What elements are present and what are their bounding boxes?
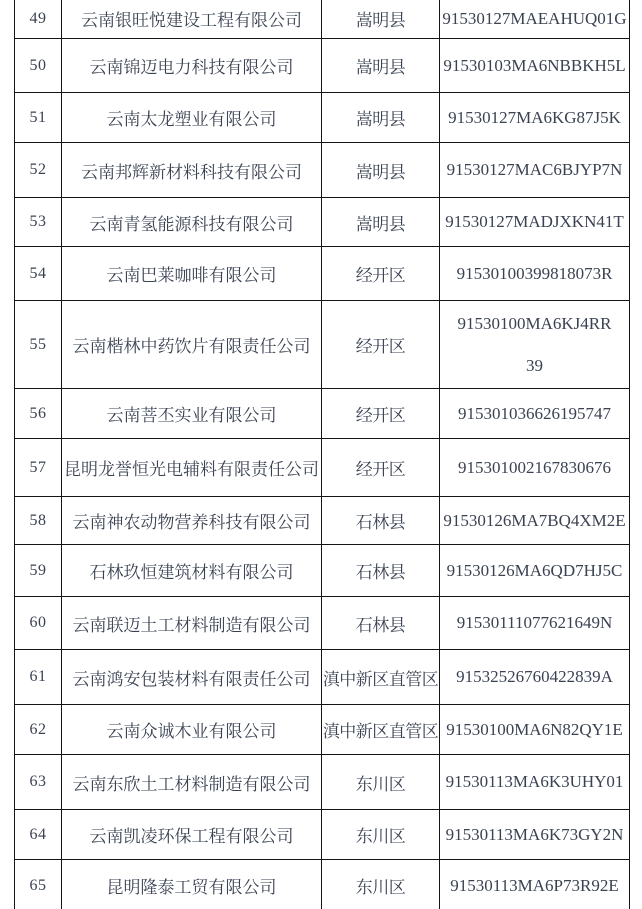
district-cell: 滇中新区直管区 (322, 650, 440, 705)
table-row (15, 755, 630, 810)
credit-code-line: 91530126MA6QD7HJ5C (446, 560, 623, 580)
table-row (15, 143, 630, 198)
company-name-cell: 云南东欣土工材料制造有限公司 (62, 755, 322, 810)
row-number-cell: 58 (15, 497, 62, 545)
credit-code-cell (440, 39, 630, 93)
district-cell: 石林县 (322, 497, 440, 545)
table-row (15, 650, 630, 705)
company-name-cell: 石林玖恒建筑材料有限公司 (62, 545, 322, 597)
credit-code-cell (440, 597, 630, 650)
credit-code-cell (440, 755, 630, 810)
credit-code-line: 91530100MA6N82QY1E (446, 719, 623, 739)
table-row (15, 545, 630, 597)
row-number-cell: 49 (15, 0, 62, 39)
credit-code-line: 91530103MA6NBBKH5L (443, 55, 626, 75)
credit-code-line: 91530126MA7BQ4XM2E (443, 510, 626, 530)
row-number-cell: 63 (15, 755, 62, 810)
credit-code-cell (440, 497, 630, 545)
table-row (15, 0, 630, 39)
company-registry-table (14, 0, 630, 909)
credit-code-cell (440, 93, 630, 143)
company-name-cell: 云南神农动物营养科技有限公司 (62, 497, 322, 545)
row-number-cell: 64 (15, 810, 62, 860)
credit-code-cell (440, 705, 630, 755)
district-cell: 石林县 (322, 597, 440, 650)
district-cell: 滇中新区直管区 (322, 705, 440, 755)
credit-code-cell (440, 545, 630, 597)
row-number-cell: 50 (15, 39, 62, 93)
credit-code-cell (440, 810, 630, 860)
row-number-cell: 62 (15, 705, 62, 755)
table-row (15, 389, 630, 439)
table-row (15, 301, 630, 389)
row-number-cell: 59 (15, 545, 62, 597)
table-row (15, 810, 630, 860)
credit-code-line: 915301002167830676 (458, 457, 611, 477)
row-number-cell: 54 (15, 247, 62, 301)
row-number-cell: 56 (15, 389, 62, 439)
company-name-cell: 云南巴莱咖啡有限公司 (62, 247, 322, 301)
company-name-cell: 云南青氢能源科技有限公司 (62, 198, 322, 247)
table-row (15, 198, 630, 247)
table-row (15, 705, 630, 755)
company-name-cell: 云南众诚木业有限公司 (62, 705, 322, 755)
table-row (15, 247, 630, 301)
company-name-cell: 云南锦迈电力科技有限公司 (62, 39, 322, 93)
company-name-cell: 云南楷林中药饮片有限责任公司 (62, 301, 322, 389)
district-cell: 东川区 (322, 755, 440, 810)
credit-code-cell (440, 301, 630, 389)
credit-code-line: 91530113MA6K3UHY01 (445, 772, 624, 791)
district-cell: 嵩明县 (322, 143, 440, 198)
credit-code-line: 91530100399818073R (456, 263, 613, 283)
district-cell: 经开区 (322, 439, 440, 497)
credit-code-line: 91530100MA6KJ4RR (457, 313, 612, 333)
credit-code-cell (440, 650, 630, 705)
credit-code-line: 91530113MA6K73GY2N (445, 824, 624, 844)
credit-code-line: 39 (526, 355, 543, 375)
row-number-cell: 51 (15, 93, 62, 143)
company-name-cell: 云南银旺悦建设工程有限公司 (62, 0, 322, 39)
credit-code-line: 91530127MADJXKN41T (445, 212, 624, 231)
company-name-cell: 昆明龙誉恒光电辅料有限责任公司 (62, 439, 322, 497)
row-number-cell: 55 (15, 301, 62, 389)
credit-code-line: 91530127MA6KG87J5K (448, 107, 621, 127)
credit-code-line: 91530127MAC6BJYP7N (446, 160, 623, 179)
district-cell: 经开区 (322, 247, 440, 301)
company-table-wrapper (14, 0, 630, 909)
district-cell: 石林县 (322, 545, 440, 597)
credit-code-cell (440, 389, 630, 439)
district-cell: 嵩明县 (322, 0, 440, 39)
company-name-cell: 云南菩丕实业有限公司 (62, 389, 322, 439)
table-row (15, 497, 630, 545)
district-cell: 经开区 (322, 301, 440, 389)
company-name-cell: 云南凯凌环保工程有限公司 (62, 810, 322, 860)
credit-code-cell (440, 860, 630, 909)
row-number-cell: 57 (15, 439, 62, 497)
table-row (15, 93, 630, 143)
table-row (15, 39, 630, 93)
credit-code-line: 91530113MA6P73R92E (450, 875, 619, 895)
company-name-cell: 云南太龙塑业有限公司 (62, 93, 322, 143)
table-row (15, 439, 630, 497)
row-number-cell: 65 (15, 860, 62, 909)
credit-code-line: 915301036626195747 (458, 403, 611, 423)
district-cell: 嵩明县 (322, 39, 440, 93)
table-row (15, 860, 630, 909)
credit-code-cell (440, 439, 630, 497)
company-name-cell: 昆明隆泰工贸有限公司 (62, 860, 322, 909)
credit-code-cell (440, 143, 630, 198)
district-cell: 东川区 (322, 860, 440, 909)
table-row (15, 597, 630, 650)
district-cell: 东川区 (322, 810, 440, 860)
credit-code-line: 91530127MAEAHUQ01G (442, 8, 627, 28)
row-number-cell: 53 (15, 198, 62, 247)
row-number-cell: 52 (15, 143, 62, 198)
row-number-cell: 61 (15, 650, 62, 705)
district-cell: 经开区 (322, 389, 440, 439)
company-name-cell: 云南邦辉新材料科技有限公司 (62, 143, 322, 198)
credit-code-cell (440, 198, 630, 247)
row-number-cell: 60 (15, 597, 62, 650)
district-cell: 嵩明县 (322, 93, 440, 143)
district-cell: 嵩明县 (322, 198, 440, 247)
credit-code-line: 91530111077621649N (456, 613, 613, 632)
company-table-body (15, 0, 630, 909)
credit-code-cell (440, 247, 630, 301)
company-name-cell: 云南联迈土工材料制造有限公司 (62, 597, 322, 650)
credit-code-line: 91532526760422839A (456, 667, 613, 686)
company-name-cell: 云南鸿安包装材料有限责任公司 (62, 650, 322, 705)
credit-code-cell (440, 0, 630, 39)
